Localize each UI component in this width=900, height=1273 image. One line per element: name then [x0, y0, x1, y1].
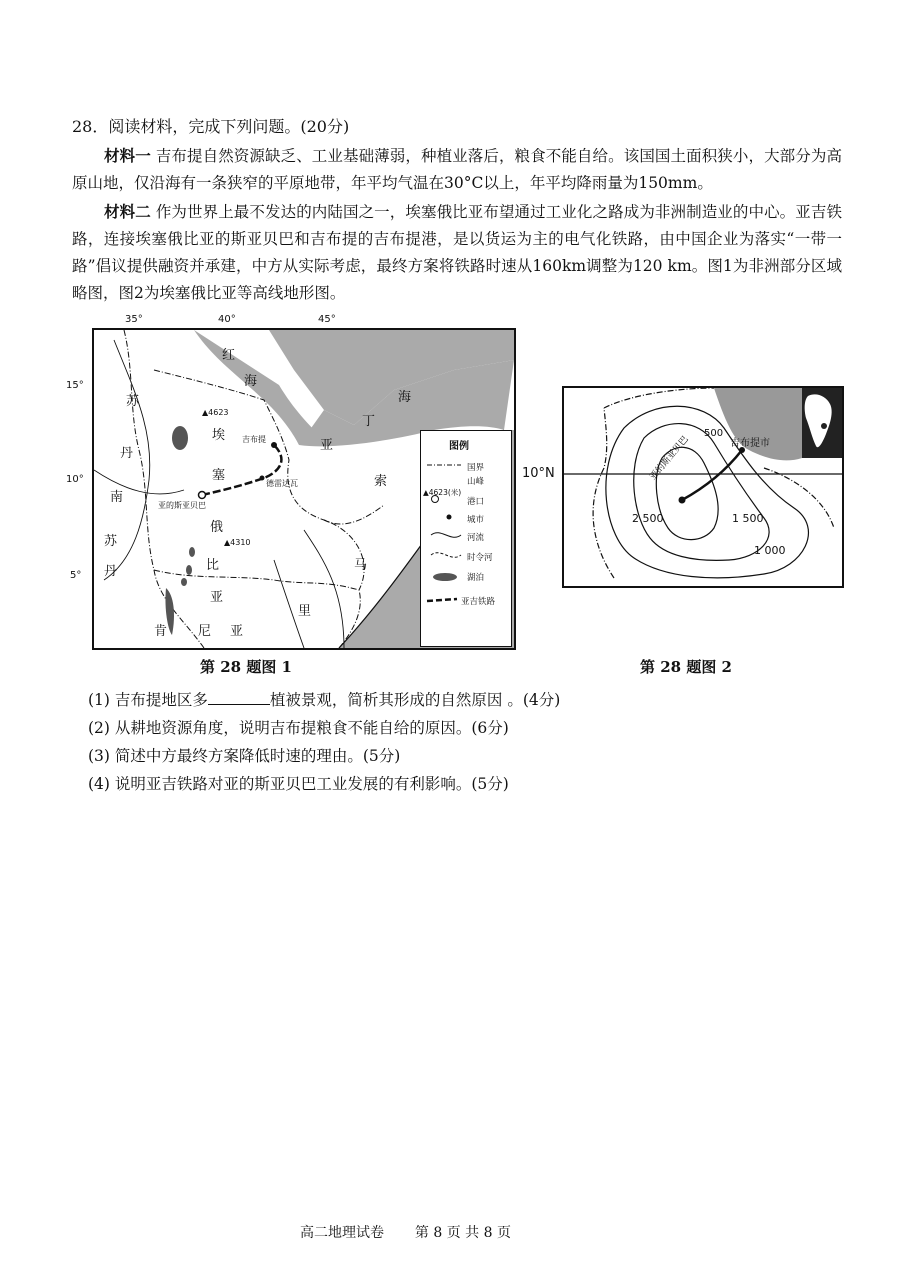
figure-2-contour-map: [562, 386, 844, 588]
sub-question-2: (2) 从耕地资源角度，说明吉布提粮食不能自给的原因。(6分): [88, 719, 509, 737]
legend-peak: 山峰: [467, 477, 485, 487]
figure-2-drawing: [564, 388, 842, 586]
label-bi: 比: [206, 558, 220, 573]
lon-label-40: 40°: [218, 314, 236, 325]
label-nan: 南: [110, 490, 124, 505]
label-ai: 埃: [212, 428, 226, 443]
legend-seasonal-river: 时令河: [467, 553, 493, 563]
legend-title: 图例: [449, 441, 469, 452]
label-dire-dawa: 德雷达瓦: [266, 479, 298, 488]
lon-label-35: 35°: [125, 314, 143, 325]
label-e: 俄: [210, 520, 224, 535]
legend-railway: 亚吉铁路: [461, 597, 496, 607]
label-hong: 红: [222, 348, 236, 363]
legend-lake: 湖泊: [467, 573, 485, 583]
label-jibuti-port: 吉布提: [242, 435, 266, 444]
material-2-label: 材料二: [104, 202, 151, 221]
sub-question-1-post: 植被景观，简析其形成的自然原因 。(4分): [269, 691, 561, 709]
legend-peak-sample: ▲4623(米): [423, 488, 462, 497]
legend-border: 国界: [467, 463, 485, 473]
answer-blank[interactable]: [208, 690, 270, 705]
sub-question-3: (3) 简述中方最终方案降低时速的理由。(5分): [88, 747, 401, 765]
figure-2-caption: 第 28 题图 2: [640, 658, 732, 676]
label-hai2: 海: [398, 390, 412, 405]
legend-symbols: [421, 431, 511, 646]
fig2-label-addis: 亚的斯亚贝巴: [648, 434, 691, 483]
label-su2: 苏: [104, 534, 118, 549]
label-dan1: 丹: [120, 446, 134, 461]
material-2-text: 作为世界上最不发达的内陆国之一，埃塞俄比亚布望通过工业化之路成为非洲制造业的中心。亚吉铁路，连接埃塞俄比亚的斯亚贝巴和吉布提的吉布提港，是以货运为主的电气化铁路，由中国企业为落实“一带一路”倡议提供融资并承建，中方从实际考虑，最终方案将铁路时速从160km调整为120 km。图1为非洲部分区域略图，图2为埃塞俄比亚等高线地形图。: [72, 203, 842, 302]
fig2-label-jibuti-city: 吉布提市: [730, 438, 770, 449]
figure-1-caption: 第 28 题图 1: [200, 658, 292, 676]
lon-label-45: 45°: [318, 314, 336, 325]
legend-port: 港口: [467, 497, 485, 507]
label-dan2: 丹: [104, 564, 118, 579]
label-sai: 塞: [212, 468, 226, 483]
footer-course: 高二地理试卷: [300, 1225, 384, 1241]
label-ding: 丁: [362, 414, 376, 429]
label-ni: 尼: [198, 624, 212, 639]
label-ya-gulf: 亚: [320, 438, 334, 453]
label-ya-ken: 亚: [230, 624, 244, 639]
contour-1000: 1 000: [754, 544, 786, 557]
fig2-lat-label: 10°N: [522, 466, 555, 481]
page-footer: [300, 1222, 511, 1242]
figure-1-legend: [420, 430, 512, 647]
label-hai: 海: [244, 374, 258, 389]
material-2: [72, 198, 842, 307]
figure-1-map: [92, 328, 516, 650]
label-peak-4623: ▲4623: [202, 408, 229, 417]
legend-river: 河流: [467, 533, 485, 543]
contour-500: 500: [704, 428, 724, 439]
label-ken: 肯: [154, 624, 168, 639]
sub-question-4: (4) 说明亚吉铁路对亚的斯亚贝巴工业发展的有利影响。(5分): [88, 775, 509, 793]
material-1-text: 吉布提自然资源缺乏、工业基础薄弱，种植业落后，粮食不能自给。该国国土面积狭小，大部分为高原山地，仅沿海有一条狭窄的平原地带，年平均气温在30°C以上，年平均降雨量为150mm。: [72, 147, 842, 192]
material-1: [72, 142, 842, 197]
label-ya-eth: 亚: [210, 590, 224, 605]
label-ma: 马: [354, 558, 368, 573]
label-li: 里: [298, 604, 312, 619]
lat-label-10: 10°: [66, 474, 84, 485]
label-addis: 亚的斯亚贝巴: [158, 501, 206, 510]
label-su1: 苏: [126, 394, 140, 409]
label-suo: 索: [374, 474, 388, 489]
lat-label-5: 5°: [70, 570, 82, 581]
sub-question-1-pre: (1) 吉布提地区多: [88, 691, 208, 709]
footer-page-number: 第 8 页 共 8 页: [414, 1225, 511, 1241]
lat-label-15: 15°: [66, 380, 84, 391]
material-1-label: 材料一: [104, 146, 151, 165]
question-title: 28．阅读材料，完成下列问题。(20分): [72, 117, 350, 136]
contour-2500: 2 500: [632, 512, 664, 525]
legend-city: 城市: [467, 515, 485, 525]
label-peak-4310: ▲4310: [224, 538, 251, 547]
contour-1500: 1 500: [732, 512, 764, 525]
sub-question-1: [88, 688, 560, 710]
